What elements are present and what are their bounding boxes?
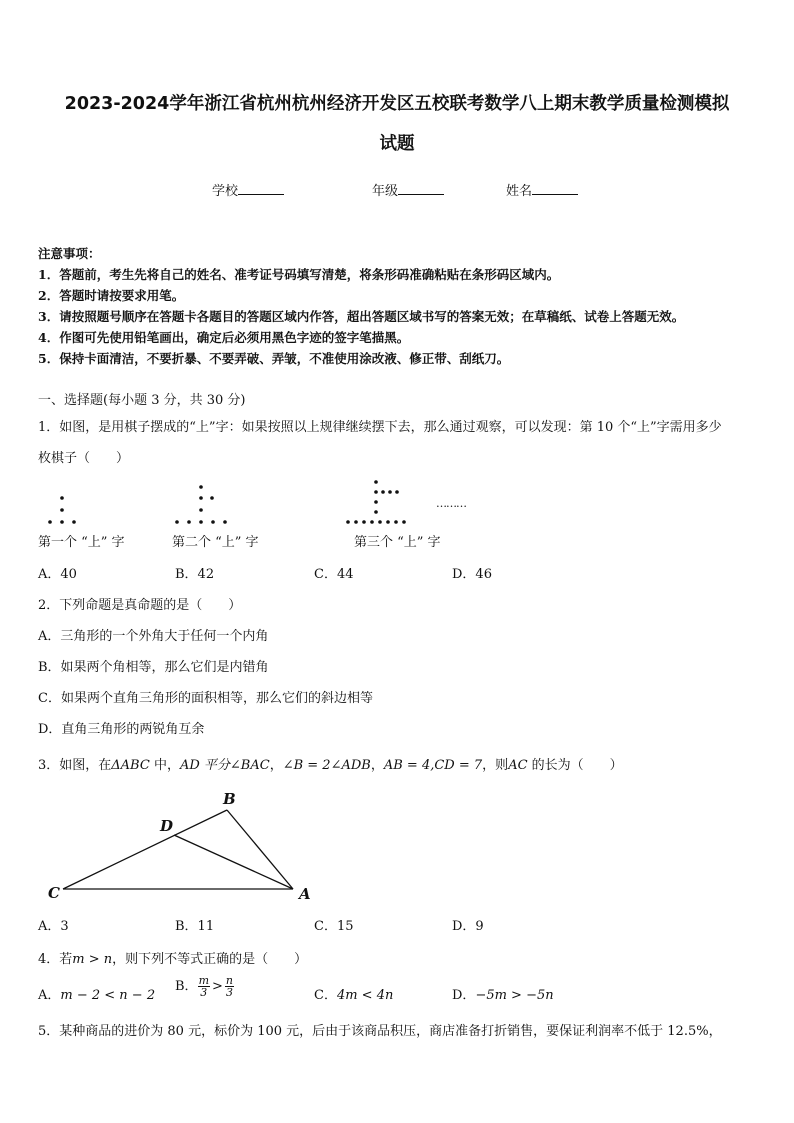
frac2-den: 3	[225, 986, 233, 999]
q2-stem: 2．下列命题是真命题的是（ ）	[38, 598, 242, 613]
q3-triangle: ΔABC	[111, 758, 150, 773]
q1-caption-3: 第三个 “上” 字	[354, 535, 441, 550]
school-blank[interactable]	[238, 182, 284, 195]
q5-text: 5．某种商品的进价为 80 元，标价为 100 元，后由于该商品积压，商店准备打折销售，要保证利润率不低于 12.5%，	[38, 1024, 722, 1039]
school-field[interactable]	[212, 180, 284, 199]
section-heading: 一、选择题(每小题 3 分，共 30 分)	[38, 393, 246, 408]
q4-option-c-letter: C．	[314, 988, 337, 1003]
q3-mid1: 中，	[149, 758, 180, 773]
q4-option-b[interactable]	[175, 975, 234, 998]
q4-option-b-op: >	[212, 979, 223, 994]
q4-option-c-expr: 4m < 4n	[336, 988, 394, 1003]
q1-option-d[interactable]: D．46	[452, 567, 492, 582]
q3-triangle-figure	[40, 785, 330, 910]
grade-label: 年级	[372, 184, 399, 199]
q1-option-a[interactable]: A．40	[38, 567, 77, 582]
label-d: D	[160, 817, 174, 835]
side-cb	[63, 810, 227, 889]
notice-item-5: 5．保持卡面清洁，不要折暴、不要弄破、弄皱，不准使用涂改液、修正带、刮纸刀。	[38, 351, 510, 366]
q3-target: AC	[508, 758, 528, 773]
q3-sep2: ，	[370, 758, 384, 773]
q2-option-d[interactable]: D．直角三角形的两锐角互余	[38, 722, 205, 737]
q3-option-a[interactable]: A．3	[38, 919, 69, 934]
grade-blank[interactable]	[398, 182, 444, 195]
q3-option-c[interactable]: C．15	[314, 919, 354, 934]
q4-stem-prefix: 4．若	[38, 952, 73, 967]
frac1-num: m	[198, 974, 209, 987]
q3-condition-2: ∠B = 2∠ADB	[282, 758, 371, 773]
frac1-den: 3	[200, 986, 208, 999]
q4-option-b-frac-2	[225, 975, 234, 998]
name-blank[interactable]	[532, 182, 578, 195]
q4-option-a[interactable]	[38, 984, 155, 1003]
notice-item-4: 4．作图可先使用铅笔画出，确定后必须用黑色字迹的签字笔描黑。	[38, 330, 410, 345]
q1-caption-1: 第一个 “上” 字	[38, 535, 125, 550]
q1-text-line2: 枚棋子（ ）	[38, 451, 130, 466]
q3-sep1: ，	[269, 758, 283, 773]
q3-stem	[38, 754, 623, 773]
q4-option-b-frac-1	[198, 975, 210, 998]
notice-item-3: 3．请按照题号顺序在答题卡各题目的答题区域内作答，超出答题区域书写的答案无效；在草稿纸、试卷上答题无效。	[38, 309, 685, 324]
q3-condition-1: AD 平分∠BAC	[179, 758, 270, 773]
school-label: 学校	[212, 184, 239, 199]
label-a: A	[299, 885, 311, 903]
page-title-line2: 试题	[379, 134, 415, 154]
q4-option-d-letter: D．	[452, 988, 476, 1003]
name-label: 姓名	[506, 184, 533, 199]
q4-option-a-letter: A．	[38, 988, 61, 1003]
q4-stem	[38, 948, 307, 967]
q4-condition: m > n	[72, 952, 113, 967]
notice-item-2: 2．答题时请按要求用笔。	[38, 288, 185, 303]
figure-1-dots	[48, 496, 76, 524]
side-ba	[227, 810, 293, 889]
notice-heading: 注意事项：	[38, 246, 101, 261]
q1-figure	[40, 478, 480, 533]
q2-option-b[interactable]: B．如果两个角相等，那么它们是内错角	[38, 660, 269, 675]
name-field[interactable]	[506, 180, 578, 199]
page-title-line1: 2023-2024学年浙江省杭州杭州经济开发区五校联考数学八上期末教学质量检测模拟	[64, 94, 730, 114]
q1-caption-2: 第二个 “上” 字	[172, 535, 259, 550]
q4-option-d-expr: −5m > −5n	[475, 988, 554, 1003]
q4-option-a-expr: m − 2 < n − 2	[60, 988, 156, 1003]
q4-option-b-letter: B．	[175, 979, 198, 994]
q3-condition-3: AB = 4,CD = 7	[383, 758, 483, 773]
label-c: C	[48, 884, 60, 902]
q4-stem-suffix: ，则下列不等式正确的是（ ）	[112, 952, 308, 967]
notice-item-1: 1．答题前，考生先将自己的姓名、准考证号码填写清楚，将条形码准确粘贴在条形码区域内。	[38, 267, 560, 282]
figure-2-dots	[175, 485, 227, 524]
q3-stem-prefix: 3．如图，在	[38, 758, 112, 773]
q4-option-c[interactable]	[314, 984, 393, 1003]
q1-option-c[interactable]: C．44	[314, 567, 354, 582]
q3-suffix: 的长为（ ）	[527, 758, 623, 773]
q3-option-b[interactable]: B．11	[175, 919, 215, 934]
q2-option-c[interactable]: C．如果两个直角三角形的面积相等，那么它们的斜边相等	[38, 691, 373, 706]
q1-text-line1: 1．如图，是用棋子摆成的“上”字：如果按照以上规律继续摆下去，那么通过观察，可以发现：第 10 个“上”字需用多少	[38, 420, 722, 435]
label-b: B	[223, 790, 236, 808]
figure-3-dots	[346, 480, 406, 524]
q1-option-b[interactable]: B．42	[175, 567, 215, 582]
q3-option-d[interactable]: D．9	[452, 919, 484, 934]
frac2-num: n	[225, 974, 233, 987]
q3-mid2: ，则	[482, 758, 509, 773]
grade-field[interactable]	[372, 180, 444, 199]
q1-ellipsis: ………	[436, 497, 466, 510]
q4-option-d[interactable]	[452, 984, 554, 1003]
q2-option-a[interactable]: A．三角形的一个外角大于任何一个内角	[38, 629, 269, 644]
segment-da	[174, 835, 293, 889]
